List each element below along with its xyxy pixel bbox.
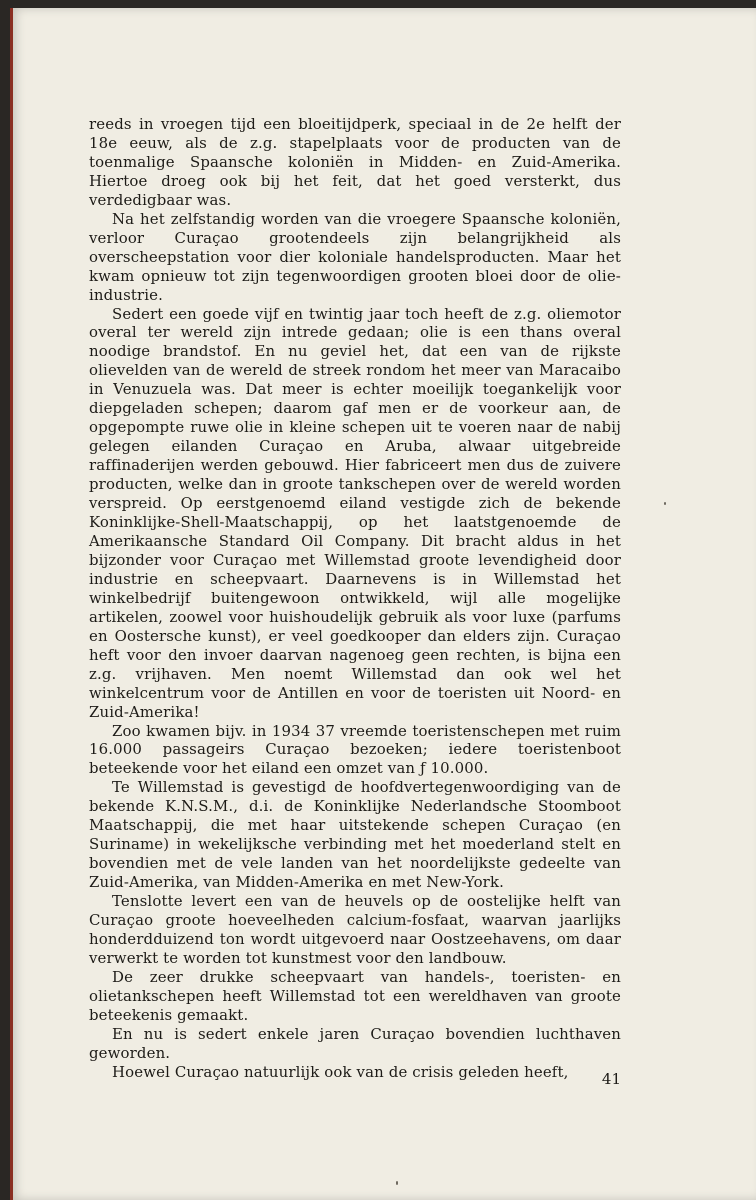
paragraph-9: Hoewel Curaçao natuurlijk ook van de crisis geleden heeft, [112,1062,569,1081]
paragraph-3: Sedert een goede vijf en twintig jaar toch heeft de z.g. oliemotor overal ter wereld zijn intrede gedaan; olie is een thans overal noodige brandstof. En nu geviel het, dat een van de rijkste olievelden van de wereld de streek rondom het meer van Maracaibo in Venuzuela was. Dat meer is echter moeilijk toegankelijk voor diepgeladen schepen; daarom gaf men er de voorkeur aan, de opgepompte ruwe olie in kleine schepen uit te voeren naar de nabij gelegen eilanden Curaçao en Aruba, alwaar uitgebreide raffinaderijen werden gebouwd. Hier fabriceert men dus de zuivere producten, welke dan in groote tankschepen over de wereld worden verspreid. Op eerstgenoemd eiland vestigde zich de bekende Koninklijke-Shell-Maatschappij, op het laatstgenoemde de Amerikaansche Standard Oil Company. Dit bracht aldus in het bijzonder voor Curaçao met Willemstad groote levendigheid door industrie en scheepvaart. Daarnevens is in Willemstad het winkelbedrijf buitengewoon ontwikkeld, wijl alle mogelijke artikelen, zoowel voor huishoudelijk gebruik als voor luxe (parfums en Oostersche kunst), er veel goedkooper dan elders zijn. Curaçao heft voor den invoer daarvan nagenoeg geen rechten, is bijna een z.g. vrijhaven. Men noemt Willemstad dan ook wel het winkelcentrum voor de Antillen en voor de toeristen uit Noord- en Zuid-Amerika! [89,304,621,721]
paragraph-4: Zoo kwamen bijv. in 1934 37 vreemde toeristenschepen met ruim 16.000 passageirs Curaçao bezoeken; iedere toeristenboot beteekende voor het eiland een omzet van ƒ 10.000. [89,721,621,778]
paragraph-2: Na het zelfstandig worden van die vroegere Spaansche koloniën, verloor Curaçao grootendeels zijn belangrijkheid als overscheepstation voor dier koloniale handelsproducten. Maar het kwam opnieuw tot zijn tegenwoordigen grooten bloei door de olie-industrie. [89,209,621,304]
paragraph-6: Tenslotte levert een van de heuvels op de oostelijke helft van Curaçao groote hoeveelheden calcium-fosfaat, waarvan jaarlijks honderdduizend ton wordt uitgevoerd naar Oostzeehavens, om daar verwerkt te worden tot kunstmest voor den landbouw. [89,892,621,967]
paragraph-5: Te Willemstad is gevestigd de hoofdvertegenwoordiging van de bekende K.N.S.M., d.i. de Koninklijke Nederlandsche Stoomboot Maatschappij, die met haar uitstekende schepen Curaçao (en Suriname) in wekelijksche verbinding met het moederland stelt en bovendien met de vele landen van het noordelijkste gedeelte van Zuid-Amerika, van Midden-Amerika en met New-York. [89,778,621,892]
paragraph-8: En nu is sedert enkele jaren Curaçao bovendien luchthaven geworden. [89,1024,621,1062]
paragraph-1: reeds in vroegen tijd een bloeitijdperk, speciaal in de 2e helft der 18e eeuw, als de z.g. stapelplaats voor de producten van de toenmalige Spaansche koloniën in Midden- en Zuid-Amerika. Hiertoe droeg ook bij het feit, dat het goed versterkt, dus verdedigbaar was. [89,115,621,209]
paper-speck [664,502,666,505]
paper-speck [396,1181,398,1185]
paragraph-7: De zeer drukke scheepvaart van handels-, toeristen- en olietankschepen heeft Willemstad tot een wereldhaven van groote beteekenis gemaakt. [89,967,621,1024]
page-number: 41 [601,1070,621,1088]
book-page [10,8,756,1200]
body-text [89,115,621,1082]
